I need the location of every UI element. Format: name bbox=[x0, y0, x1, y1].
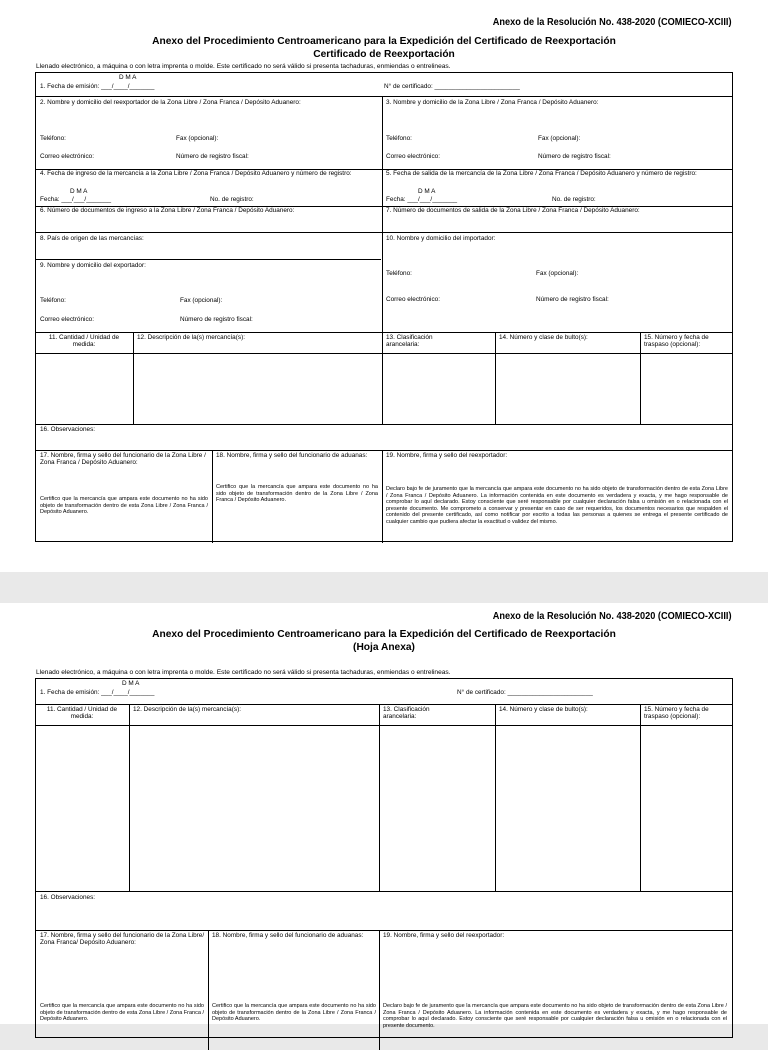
entry-registry-field[interactable]: No. de registro: bbox=[210, 196, 254, 203]
field-3-label: 3. Nombre y domicilio de la Zona Libre / Zona Franca / Depósito Aduanero: bbox=[386, 99, 599, 106]
document-subtitle: Certificado de Reexportación bbox=[313, 49, 455, 60]
col-description-header: 12. Descripción de la(s) mercancía(s): bbox=[133, 706, 241, 713]
fill-instructions: Llenado electrónico, a máquina o con letra imprenta o molde. Este certificado no será válido si presenta tachaduras, enmiendas o entrelineas. bbox=[36, 63, 451, 70]
column-divider bbox=[212, 450, 213, 543]
dma-label: D M A bbox=[70, 188, 88, 195]
zone-certification-text: Certifico que la mercancía que ampara este documento no ha sido objeto de transformación dentro de esta Zona Libre / Zona Franca / Depósito Aduanero. bbox=[40, 1003, 204, 1023]
field-1-emission-date[interactable]: 1. Fecha de emisión: ___/____/_______ bbox=[40, 83, 155, 90]
col-tariff-header: 13. Clasificación arancelaria: bbox=[386, 334, 433, 349]
table-header-divider bbox=[36, 725, 732, 726]
fax-label[interactable]: Fax (opcional): bbox=[180, 297, 223, 304]
column-divider bbox=[382, 332, 383, 424]
field-16-observations[interactable]: 16. Observaciones: bbox=[40, 894, 96, 901]
tax-id-label[interactable]: Número de registro fiscal: bbox=[176, 153, 249, 160]
field-18-label: 18. Nombre, firma y sello del funcionario de aduanas: bbox=[212, 932, 364, 939]
column-divider bbox=[640, 704, 641, 891]
customs-certification-text: Certifico que la mercancía que ampara este documento no ha sido objeto de transformación dentro de la Zona Libre / Zona Franca / Depósito Aduanero. bbox=[216, 484, 378, 504]
resolution-header: Anexo de la Resolución No. 438-2020 (COMIECO-XCIII) bbox=[493, 611, 732, 622]
column-divider bbox=[129, 704, 130, 891]
zone-certification-text: Certifico que la mercancía que ampara este documento no ha sido objeto de transformación dentro de esta Zona Libre / Zona Franca / Depósito Aduanero. bbox=[40, 496, 208, 516]
col-tariff-header: 13. Clasificación arancelaria: bbox=[383, 706, 430, 721]
column-divider bbox=[495, 704, 496, 891]
field-17-label: 17. Nombre, firma y sello del funcionario de la Zona Libre / Zona Franca / Depósito Aduanero: bbox=[40, 452, 206, 467]
column-divider bbox=[133, 332, 134, 424]
field-4-label: 4. Fecha de ingreso de la mercancía a la Zona Libre / Zona Franca / Depósito Aduanero y número de registro: bbox=[40, 170, 352, 177]
row-divider bbox=[36, 891, 732, 892]
table-header-divider bbox=[36, 353, 732, 354]
phone-label[interactable]: Teléfono: bbox=[40, 135, 66, 142]
row-divider bbox=[36, 930, 732, 931]
phone-label[interactable]: Teléfono: bbox=[40, 297, 66, 304]
fax-label[interactable]: Fax (opcional): bbox=[538, 135, 581, 142]
email-label[interactable]: Correo electrónico: bbox=[40, 153, 94, 160]
col-description-header: 12. Descripción de la(s) mercancía(s): bbox=[137, 334, 245, 341]
email-label[interactable]: Correo electrónico: bbox=[386, 153, 440, 160]
column-divider bbox=[382, 96, 383, 332]
field-9-label: 9. Nombre y domicilio del exportador: bbox=[40, 262, 146, 269]
fill-instructions: Llenado electrónico, a máquina o con letra imprenta o molde. Este certificado no será válido si presenta tachaduras, enmiendas o entrelineas. bbox=[36, 669, 451, 676]
col-packages-header: 14. Número y clase de bulto(s): bbox=[499, 706, 588, 713]
field-5-label: 5. Fecha de salida de la mercancía de la Zona Libre / Zona Franca / Depósito Aduanero y número de registro: bbox=[386, 170, 697, 177]
column-divider bbox=[495, 332, 496, 424]
col-quantity-header: 11. Cantidad / Unidad de medida: bbox=[46, 706, 118, 721]
certificate-number[interactable]: N° de certificado: ________________________ bbox=[384, 83, 520, 90]
field-6-label[interactable]: 6. Número de documentos de ingreso a la Zona Libre / Zona Franca / Depósito Aduanero: bbox=[40, 207, 295, 214]
field-17-label: 17. Nombre, firma y sello del funcionario de la Zona Libre/ Zona Franca/ Depósito Aduanero: bbox=[40, 932, 205, 947]
col-quantity-header: 11. Cantidad / Unidad de medida: bbox=[48, 334, 120, 349]
field-10-label: 10. Nombre y domicilio del importador: bbox=[386, 235, 496, 242]
field-16-observations[interactable]: 16. Observaciones: bbox=[40, 426, 96, 433]
row-divider bbox=[36, 450, 732, 451]
reexporter-declaration-text: Declaro bajo fe de juramento que la mercancía que ampara este documento no ha sido objeto de transformación dentro de esta Zona Libre / Zona Franca / Depósito Aduanero. La información contenida en este documento es verdadera y exacta, y me hago responsable de comprobar lo aquí declarado. Estoy consciente que seré responsable por cualquier declaración falsa u omisión en o relacionada con el presente documento. bbox=[383, 1003, 727, 1029]
reexporter-declaration-text: Declaro bajo fe de juramento que la mercancía que ampara este documento no ha sido objeto de transformación dentro de esta Zona Libre / Zona Franca / Depósito Aduanero. La información contenida en este documento es verdadera y exacta, y me hago responsable de comprobar lo aquí declarado. Estoy consciente que seré responsable por cualquier declaración falsa u omisión en o relacionada con el presente documento. Me comprometo a conservar y presentar en caso de ser requeridos, los documentos necesarios que respalden el contenido del presente certificado, así como notificar por escrito a todas las personas a quienes se entrega el presente certificado de cualquier cambio que pudiera afectar la exactitud o validez del mismo. bbox=[386, 486, 728, 525]
field-18-label: 18. Nombre, firma y sello del funcionario de aduanas: bbox=[216, 452, 368, 459]
entry-date-field[interactable]: Fecha: ___/___/_______ bbox=[40, 196, 112, 203]
exit-date-field[interactable]: Fecha: ___/___/_______ bbox=[386, 196, 458, 203]
row-divider bbox=[36, 332, 732, 333]
row-divider bbox=[36, 704, 732, 705]
field-7-label[interactable]: 7. Número de documentos de salida de la Zona Libre / Zona Franca / Depósito Aduanero: bbox=[386, 207, 640, 214]
field-8-label[interactable]: 8. País de origen de las mercancías: bbox=[40, 235, 144, 242]
field-2-label: 2. Nombre y domicilio del reexportador de la Zona Libre / Zona Franca / Depósito Aduanero: bbox=[40, 99, 301, 106]
column-divider bbox=[379, 930, 380, 1050]
field-19-label: 19. Nombre, firma y sello del reexportador: bbox=[383, 932, 505, 939]
row-divider bbox=[36, 96, 732, 97]
column-divider bbox=[382, 450, 383, 543]
resolution-header: Anexo de la Resolución No. 438-2020 (COMIECO-XCIII) bbox=[493, 17, 732, 28]
column-divider bbox=[379, 704, 380, 891]
exit-registry-field[interactable]: No. de registro: bbox=[552, 196, 596, 203]
col-transfer-header: 15. Número y fecha de traspaso (opcional): bbox=[644, 334, 709, 349]
fax-label[interactable]: Fax (opcional): bbox=[176, 135, 219, 142]
fax-label[interactable]: Fax (opcional): bbox=[536, 270, 579, 277]
column-divider bbox=[640, 332, 641, 424]
field-19-label: 19. Nombre, firma y sello del reexportador: bbox=[386, 452, 508, 459]
annex-page bbox=[0, 603, 768, 1029]
col-transfer-header: 15. Número y fecha de traspaso (opcional): bbox=[644, 706, 709, 721]
dma-label: D M A bbox=[418, 188, 436, 195]
dma-label: D M A bbox=[122, 680, 140, 687]
tax-id-label[interactable]: Número de registro fiscal: bbox=[538, 153, 611, 160]
customs-certification-text: Certifico que la mercancía que ampara este documento no ha sido objeto de transformación dentro de la Zona Libre / Zona Franca / Depósito Aduanero. bbox=[212, 1003, 376, 1023]
phone-label[interactable]: Teléfono: bbox=[386, 135, 412, 142]
document-title: Anexo del Procedimiento Centroamericano para la Expedición del Certificado de Reexportación bbox=[152, 629, 616, 640]
field-1-emission-date[interactable]: 1. Fecha de emisión: ___/____/_______ bbox=[40, 689, 155, 696]
document-title: Anexo del Procedimiento Centroamericano para la Expedición del Certificado de Reexportación bbox=[152, 36, 616, 47]
phone-label[interactable]: Teléfono: bbox=[386, 270, 412, 277]
tax-id-label[interactable]: Número de registro fiscal: bbox=[536, 296, 609, 303]
column-divider bbox=[208, 930, 209, 1050]
row-divider bbox=[36, 259, 381, 260]
certificate-form bbox=[35, 72, 733, 542]
certificate-number[interactable]: N° de certificado: ________________________ bbox=[457, 689, 593, 696]
annex-form bbox=[35, 678, 733, 1038]
email-label[interactable]: Correo electrónico: bbox=[386, 296, 440, 303]
email-label[interactable]: Correo electrónico: bbox=[40, 316, 94, 323]
col-packages-header: 14. Número y clase de bulto(s): bbox=[499, 334, 588, 341]
tax-id-label[interactable]: Número de registro fiscal: bbox=[180, 316, 253, 323]
dma-label: D M A bbox=[119, 74, 137, 81]
document-subtitle: (Hoja Anexa) bbox=[353, 642, 415, 653]
row-divider bbox=[36, 424, 732, 425]
row-divider bbox=[36, 232, 732, 233]
